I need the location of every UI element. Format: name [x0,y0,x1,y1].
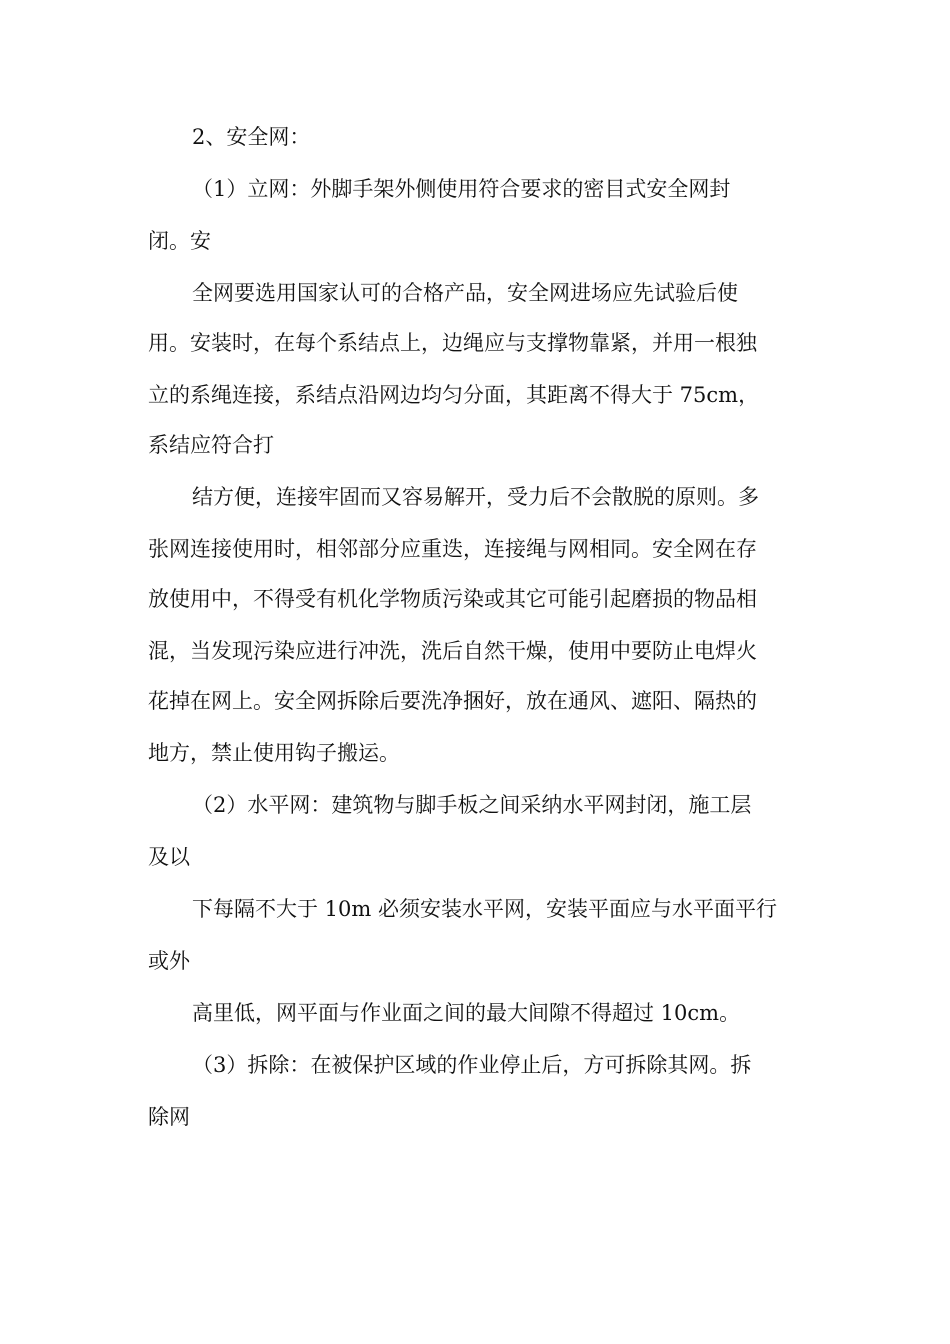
text-line: （1）立网：外脚手架外侧使用符合要求的密目式安全网封 [192,177,731,201]
text-line: 张网连接使用时，相邻部分应重迭，连接绳与网相同。安全网在存 [148,537,757,561]
section-heading: 2、安全网： [192,125,311,149]
text-line: 立的系绳连接，系结点沿网边均匀分面，其距离不得大于 75cm， [148,383,760,407]
text-line: 混，当发现污染应进行冲洗，洗后自然干燥，使用中要防止电焊火 [148,639,757,663]
text-line: 高里低，网平面与作业面之间的最大间隙不得超过 10cm。 [192,1001,741,1025]
text-line: 下每隔不大于 10m 必须安装水平网，安装平面应与水平面平行 [192,897,777,921]
text-line: 花掉在网上。安全网拆除后要洗净捆好，放在通风、遮阳、隔热的 [148,689,757,713]
text-line: 结方便，连接牢固而又容易解开，受力后不会散脱的原则。多 [192,485,759,509]
text-line: 除网 [148,1105,190,1129]
text-line: 系结应符合打 [148,433,274,457]
text-line: （3）拆除：在被保护区域的作业停止后，方可拆除其网。拆 [192,1053,752,1077]
text-line: 或外 [148,949,190,973]
text-line: 放使用中，不得受有机化学物质污染或其它可能引起磨损的物品相 [148,587,757,611]
text-line: 用。安装时，在每个系结点上，边绳应与支撑物靠紧，并用一根独 [148,331,757,355]
text-line: 闭。安 [148,229,211,253]
text-line: 及以 [148,845,190,869]
text-line: 地方，禁止使用钩子搬运。 [148,741,400,765]
text-line: 全网要选用国家认可的合格产品，安全网进场应先试验后使 [192,281,738,305]
text-line: （2）水平网：建筑物与脚手板之间采纳水平网封闭，施工层 [192,793,752,817]
